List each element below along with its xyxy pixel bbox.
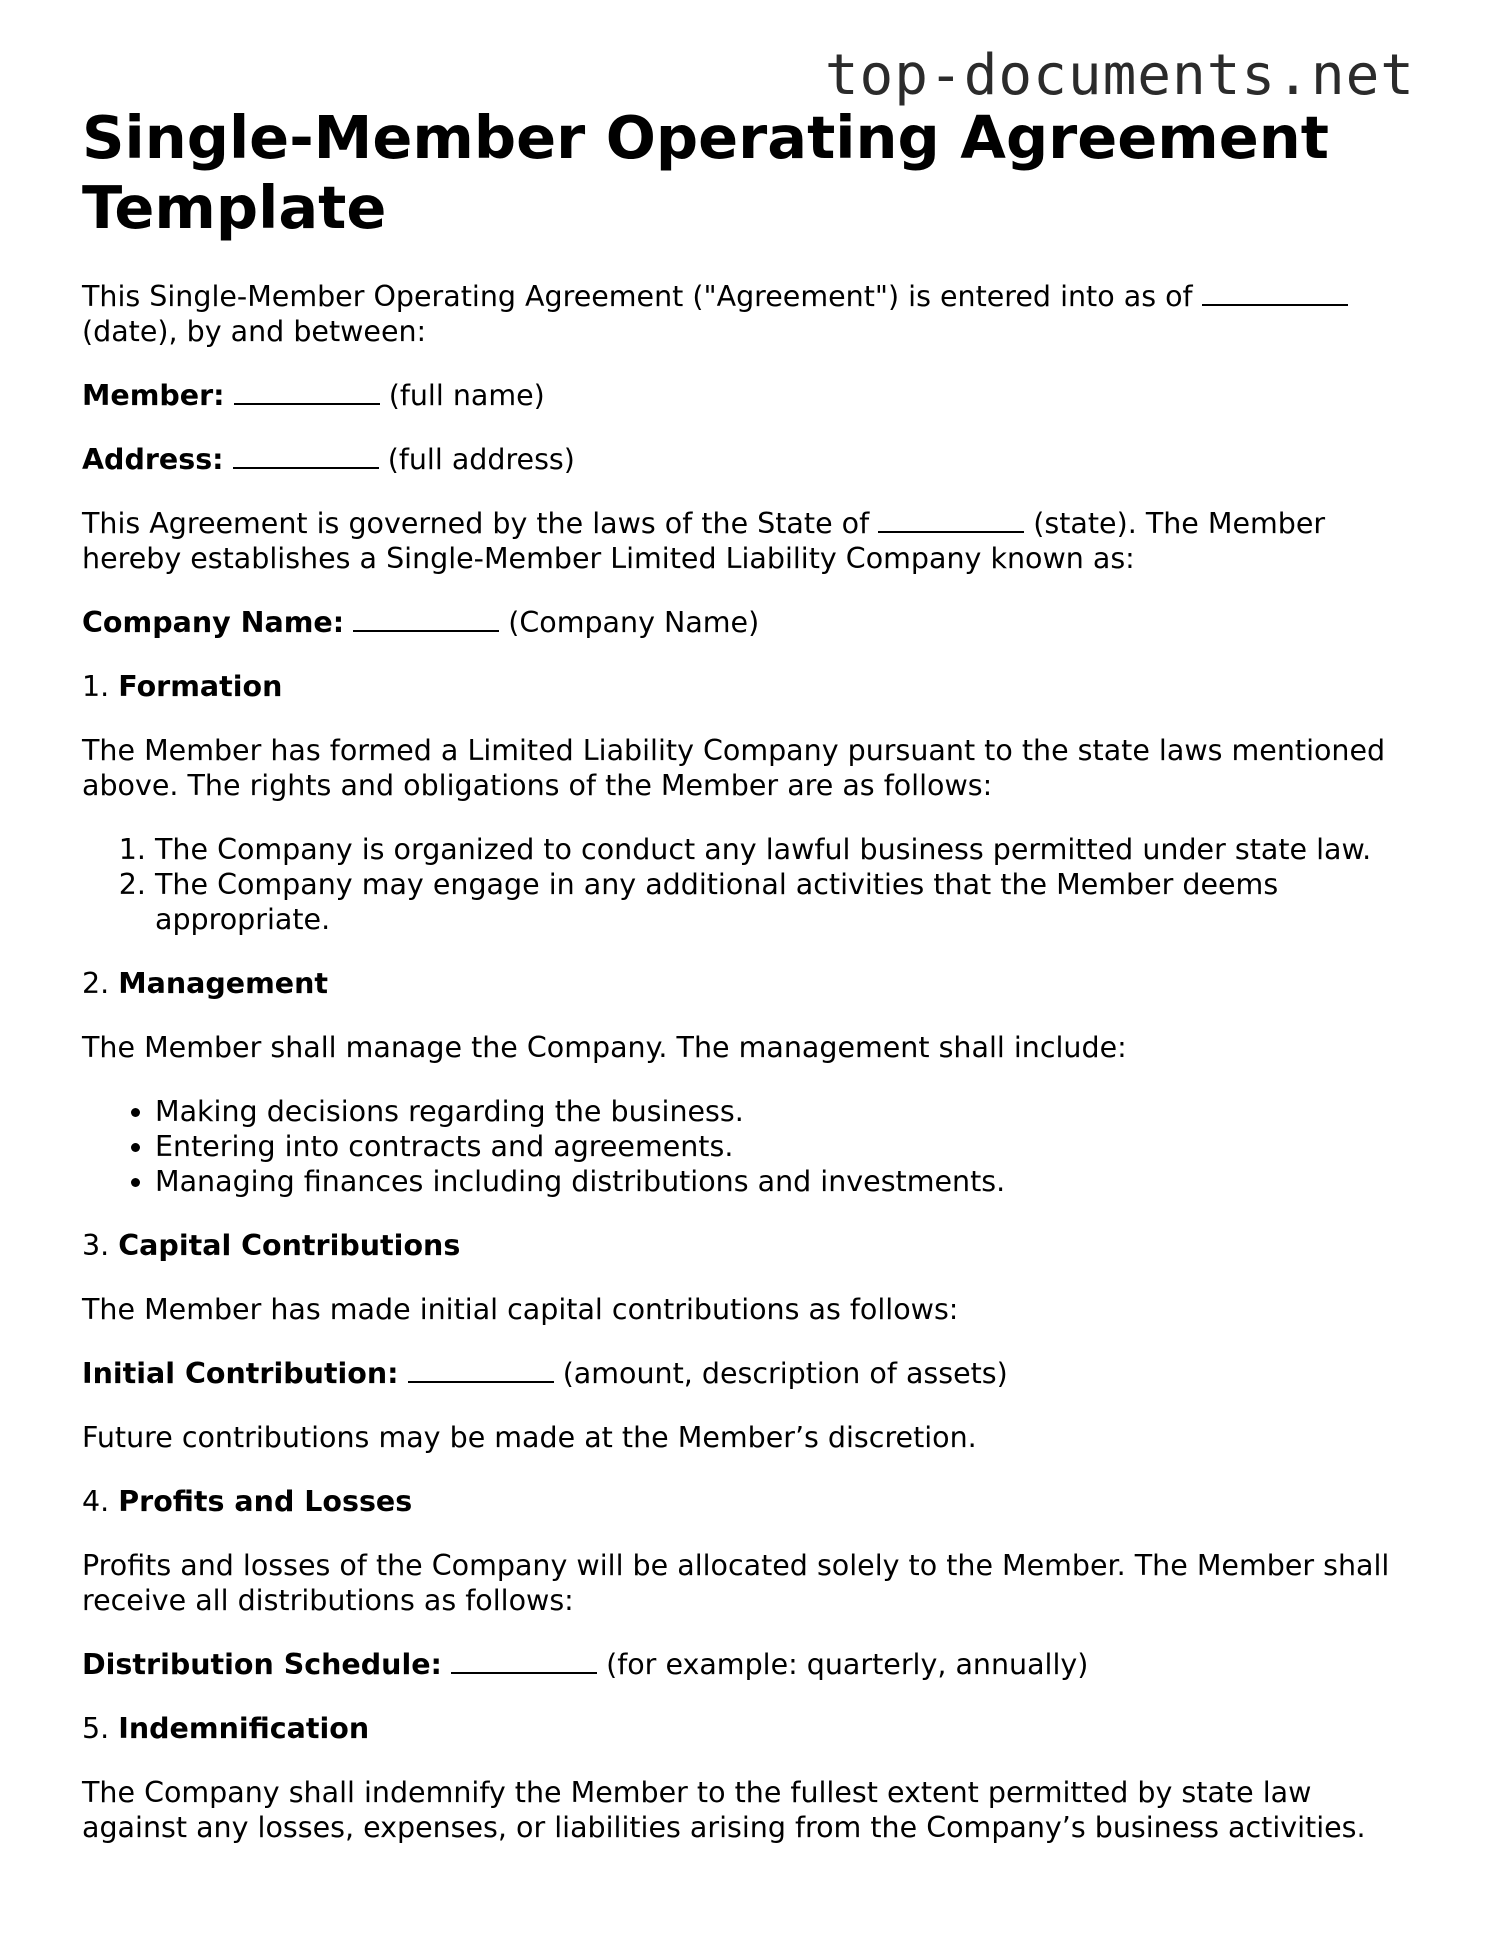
formation-list [82,832,1422,937]
company-hint: (Company Name) [508,606,760,639]
section-title: Indemnification [118,1712,370,1745]
governing-text: This Agreement is governed by the laws of the State of [82,507,870,540]
address-label: Address: [82,443,224,476]
intro-text: This Single-Member Operating Agreement ("Agreement") is entered into as of [82,280,1193,313]
management-list [82,1094,1422,1199]
initial-contribution-field [82,1356,1422,1391]
section-heading-capital [82,1228,1422,1263]
list-item: • Making decisions regarding the business. [155,1094,1422,1129]
address-blank [233,445,379,469]
section-number: 4. [82,1485,110,1518]
section-title: Management [118,967,329,1000]
section-number: 1. [82,670,110,703]
section-title: Formation [118,670,283,703]
section-heading-profits [82,1484,1422,1519]
document-page [82,103,1422,1874]
list-item: 1. The Company is organized to conduct any lawful business permitted under state law. [155,832,1422,867]
distribution-schedule-label: Distribution Schedule: [82,1648,442,1681]
member-field [82,378,1422,413]
company-blank [353,608,499,632]
distribution-schedule-field [82,1647,1422,1682]
member-label: Member: [82,379,225,412]
formation-text: The Member has formed a Limited Liability Company pursuant to the state laws mentioned above. The rights and obligations of the Member are as follows: [82,734,1386,802]
governing-text-after: (state). The Member hereby establishes a Single-Member Limited Liability Company known as: [82,507,1326,575]
address-field [82,442,1422,477]
capital-text: The Member has made initial capital contributions as follows: [82,1293,959,1326]
section-number: 2. [82,967,110,1000]
initial-contribution-hint: (amount, description of assets) [562,1357,1008,1390]
capital-after-text: Future contributions may be made at the Member’s discretion. [82,1421,977,1454]
governing-paragraph [82,506,1422,576]
list-item: • Managing finances including distributions and investments. [155,1164,1422,1199]
company-field [82,605,1422,640]
indemnification-text: The Company shall indemnify the Member to the fullest extent permitted by state law against any losses, expenses, or liabilities arising from the Company’s business activities. [82,1776,1366,1844]
section-number: 5. [82,1712,110,1745]
document-title: Single-Member Operating Agreement Template [82,103,1330,242]
management-text: The Member shall manage the Company. The management shall include: [82,1031,1127,1064]
date-blank [1202,282,1348,306]
watermark: top-documents.net [824,43,1415,108]
state-blank [878,509,1024,533]
section-number: 3. [82,1229,110,1262]
initial-contribution-blank [408,1359,554,1383]
profits-text: Profits and losses of the Company will be allocated solely to the Member. The Member shall receive all distributions as follows: [82,1549,1390,1617]
list-item: 2. The Company may engage in any additional activities that the Member deems appropriate. [155,867,1422,937]
intro-paragraph [82,279,1422,349]
section-title: Capital Contributions [118,1229,461,1262]
section-heading-indemnification [82,1711,1422,1746]
section-heading-formation [82,669,1422,704]
member-blank [234,381,380,405]
section-heading-management [82,966,1422,1001]
list-item: • Entering into contracts and agreements. [155,1129,1422,1164]
section-title: Profits and Losses [118,1485,413,1518]
member-hint: (full name) [388,379,545,412]
company-label: Company Name: [82,606,345,639]
address-hint: (full address) [387,443,575,476]
intro-text-after: (date), by and between: [82,315,427,348]
initial-contribution-label: Initial Contribution: [82,1357,399,1390]
distribution-schedule-blank [451,1650,597,1674]
distribution-schedule-hint: (for example: quarterly, annually) [606,1648,1089,1681]
